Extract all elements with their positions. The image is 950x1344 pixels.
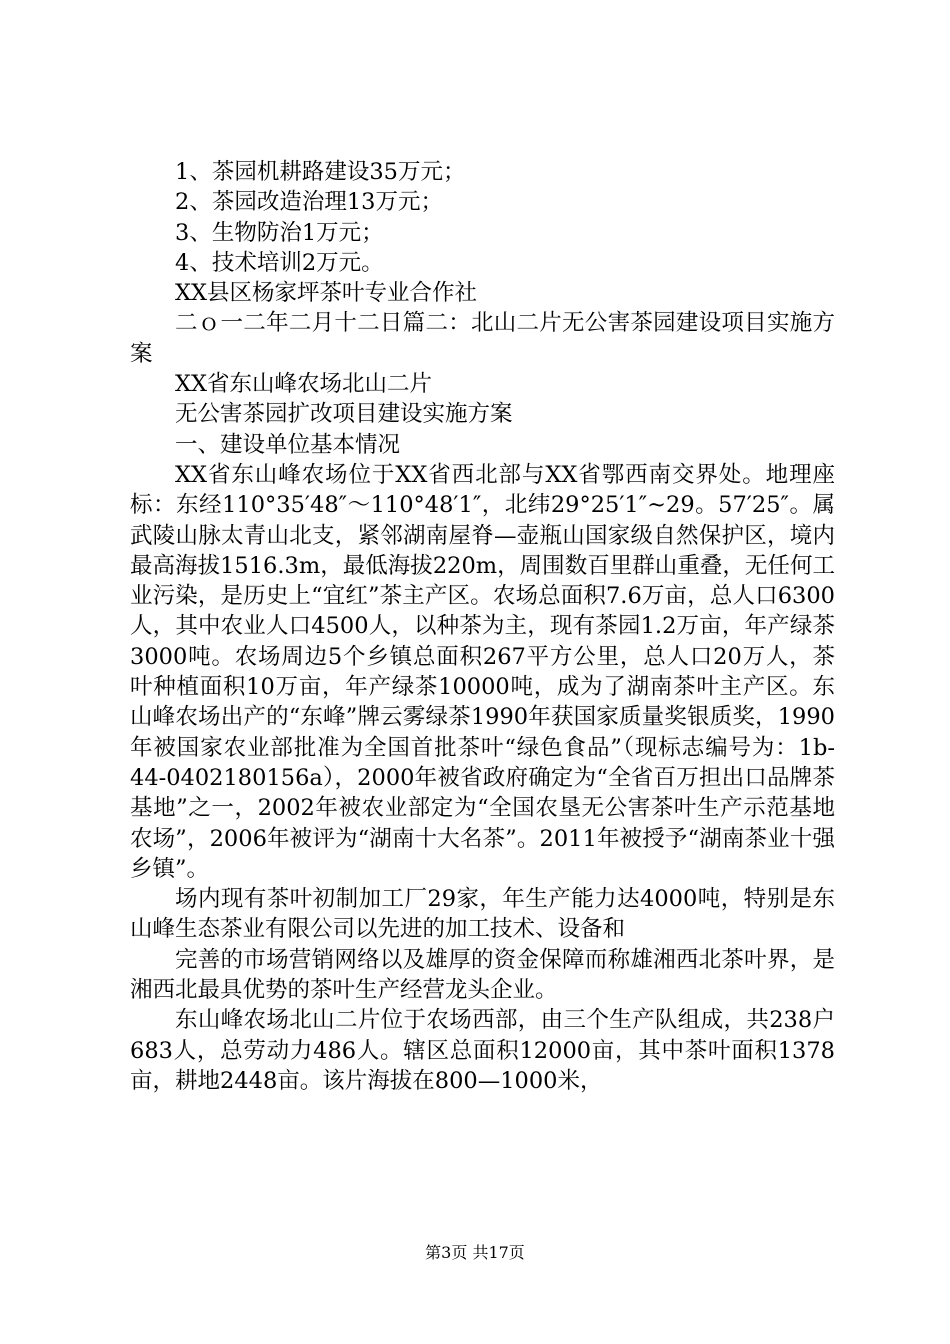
budget-item-1: 1、茶园机耕路建设35万元；: [175, 159, 466, 185]
section-heading: 一、建设单位基本情况: [175, 431, 401, 458]
date-and-section-title: 二ｏ一二年二月十二日篇二：北山二片无公害茶园建设项目实施方案: [130, 310, 835, 367]
paragraph-north-area: 东山峰农场北山二片位于农场西部，由三个生产队组成，共238户683人，总劳动力486人。辖区总面积12000亩，其中茶叶面积1378亩，耕地2448亩。该片海拔在800—1000米，: [130, 1007, 835, 1094]
budget-item-3: 3、生物防治1万元；: [175, 219, 384, 246]
budget-item-2: 2、茶园改造治理13万元；: [175, 189, 443, 216]
paragraph-processing: 场内现有茶叶初制加工厂29家，年生产能力达4000吨，特别是东山峰生态茶业有限公司以先进的加工技术、设备和: [130, 886, 835, 943]
paragraph-market: 完善的市场营销网络以及雄厚的资金保障而称雄湘西北茶叶界，是湘西北最具优势的茶叶生产经营龙头企业。: [130, 946, 835, 1004]
organization-name: XX县区杨家坪茶叶专业合作社: [175, 280, 478, 307]
budget-item-4: 4、技术培训2万元。: [175, 249, 384, 276]
project-title-line-1: XX省东山峰农场北山二片: [175, 371, 433, 398]
project-title-line-2: 无公害茶园扩改项目建设实施方案: [175, 401, 513, 428]
document-body: [130, 157, 835, 1096]
page-number: 第3页 共17页: [425, 1243, 525, 1262]
paragraph-overview: XX省东山峰农场位于XX省西北部与XX省鄂西南交界处。地理座标：东经110°35′48″～110°48′1″，北纬29°25′1″~29。57′25″。属武陵山脉太青山北支，紧邻湖南屋脊—壶瓶山国家级自然保护区，境内最高海拔1516.3m，最低海拔220m，周围数百里群山重叠，无任何工业污染，是历史上“宜红”茶主产区。农场总面积7.6万亩，总人口6300人，其中农业人口4500人，以种茶为主，现有茶园1.2万亩，年产绿茶3000吨。农场周边5个乡镇总面积267平方公里，总人口20万人，茶叶种植面积10万亩，年产绿茶10000吨，成为了湖南茶叶主产区。东山峰农场出产的“东峰”牌云雾绿茶1990年获国家质量奖银质奖，1990年被国家农业部批准为全国首批茶叶“绿色食品”（现标志编号为：1b-44-0402180156a），2000年被省政府确定为“全省百万担出口品牌茶基地”之一，2002年被农业部定为“全国农垦无公害茶叶生产示范基地农场”，2006年被评为“湖南十大名茶”。2011年被授予“湖南茶业十强乡镇”。: [130, 461, 835, 882]
